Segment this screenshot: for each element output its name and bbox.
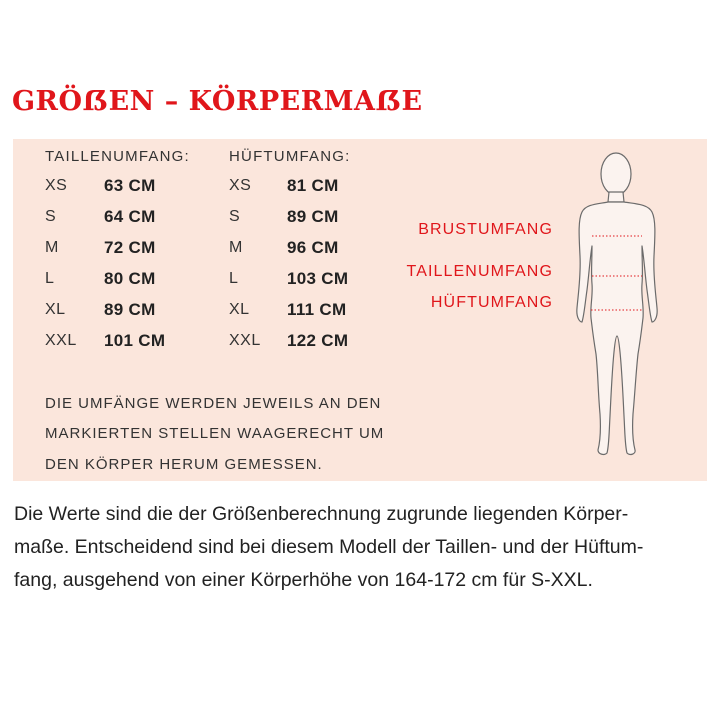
description-line: fang, ausgehend von einer Körperhöhe von 164-172 cm für S-XXL. bbox=[14, 569, 593, 591]
chest-measure-label: BRUSTUMFANG bbox=[418, 221, 553, 238]
waist-value: 80 CM bbox=[104, 269, 156, 288]
description-line: Die Werte sind die der Größenberechnung zugrunde liegenden Körper- bbox=[14, 503, 629, 525]
waist-value: 72 CM bbox=[104, 238, 156, 257]
hip-value: 122 CM bbox=[287, 331, 349, 350]
hip-value: 89 CM bbox=[287, 207, 339, 226]
waist-size-label: S bbox=[45, 208, 57, 225]
waist-value: 63 CM bbox=[104, 176, 156, 195]
waist-size-label: XS bbox=[45, 177, 68, 194]
hip-measure-label: HÜFTUMFANG bbox=[430, 294, 553, 311]
hip-value: 103 CM bbox=[287, 269, 349, 288]
measurement-note-line: DIE UMFÄNGE WERDEN JEWEILS AN DEN bbox=[45, 395, 382, 412]
hip-size-label: S bbox=[229, 208, 241, 225]
waist-size-label: XL bbox=[45, 301, 66, 318]
hip-size-label: XXL bbox=[229, 332, 261, 349]
hip-value: 81 CM bbox=[287, 176, 339, 195]
hip-size-label: XS bbox=[229, 177, 252, 194]
body-silhouette-icon bbox=[560, 146, 670, 466]
description-line: maße. Entscheidend sind bei diesem Modell der Taillen- und der Hüftum- bbox=[14, 536, 644, 558]
waist-measure-label: TAILLENUMFANG bbox=[406, 263, 553, 280]
description-text bbox=[14, 498, 704, 597]
measurement-note-line: DEN KÖRPER HERUM GEMESSEN. bbox=[45, 456, 323, 473]
hip-value: 96 CM bbox=[287, 238, 339, 257]
hip-size-label: M bbox=[229, 239, 243, 256]
waist-heading: TAILLENUMFANG: bbox=[45, 148, 190, 165]
hip-size-label: XL bbox=[229, 301, 250, 318]
measurement-note-line: MARKIERTEN STELLEN WAAGERECHT UM bbox=[45, 425, 385, 442]
hip-value: 111 CM bbox=[287, 300, 347, 319]
page-title: GRÖẞEN – KÖRPERMAẞE bbox=[12, 86, 423, 117]
waist-value: 64 CM bbox=[104, 207, 156, 226]
waist-size-label: XXL bbox=[45, 332, 77, 349]
hip-size-label: L bbox=[229, 270, 239, 287]
waist-size-label: M bbox=[45, 239, 59, 256]
hip-heading: HÜFTUMFANG: bbox=[229, 148, 351, 165]
waist-value: 101 CM bbox=[104, 331, 166, 350]
waist-size-label: L bbox=[45, 270, 55, 287]
waist-value: 89 CM bbox=[104, 300, 156, 319]
